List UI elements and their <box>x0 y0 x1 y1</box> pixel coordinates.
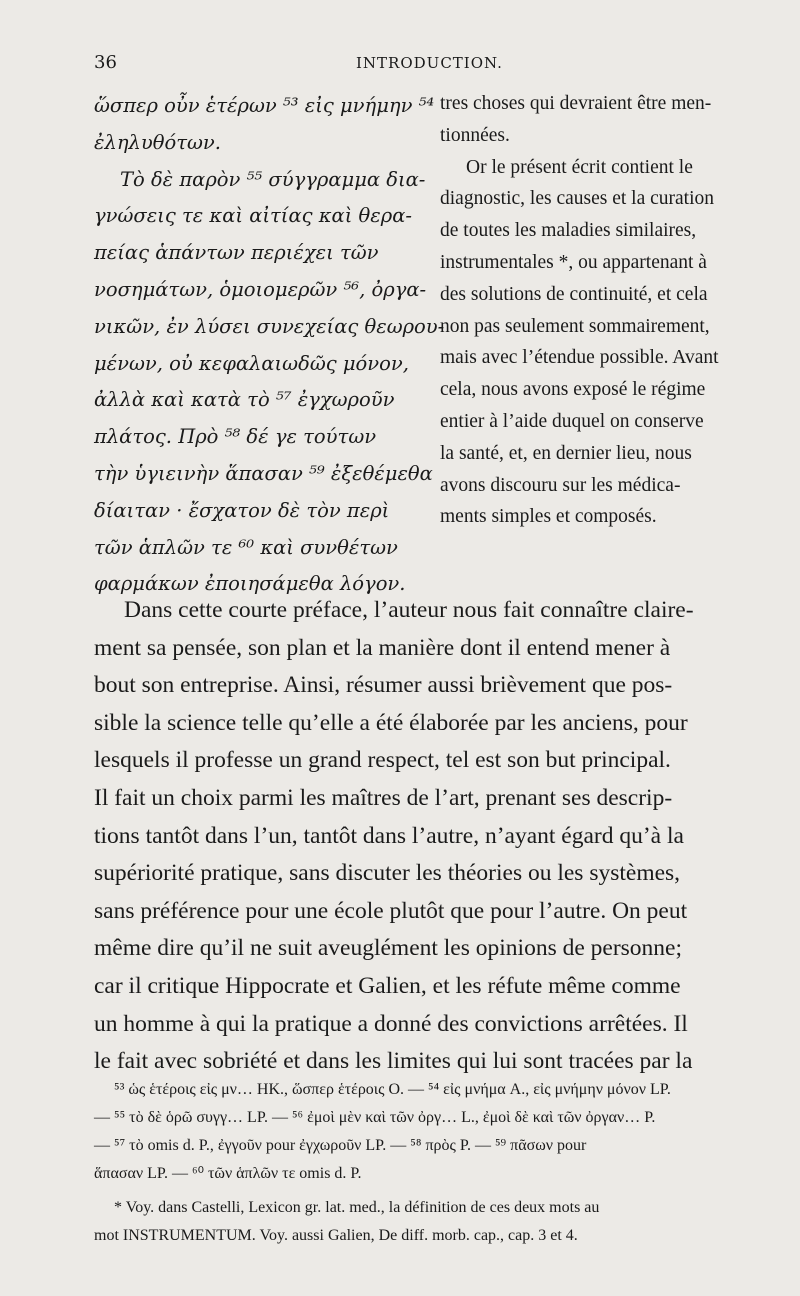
page-number: 36 <box>94 52 117 73</box>
french-line: tionnées. <box>440 124 510 146</box>
french-line: entier à l’aide duquel on conserve <box>440 410 704 432</box>
greek-line: νικῶν, ἐν λύσει συνεχείας θεωρου- <box>94 314 445 338</box>
footnote-line: ἅπασαν LP. — ⁶⁰ τῶν ἁπλῶν τε omis d. P. <box>94 1165 362 1182</box>
french-line: cela, nous avons exposé le régime <box>440 379 706 401</box>
greek-line: τῶν ἁπλῶν τε ⁶⁰ καὶ συνθέτων <box>94 535 398 559</box>
french-line: Or le présent écrit contient le <box>466 156 693 178</box>
body-line: même dire qu’il ne suit aveuglément les opinions de personne; <box>94 935 683 962</box>
french-column <box>440 88 794 533</box>
running-title: INTRODUCTION. <box>356 54 503 72</box>
author-note-line: * Voy. dans Castelli, Lexicon gr. lat. med., la définition de ces deux mots au <box>114 1199 600 1216</box>
footnote-line: — ⁵⁷ τὸ omis d. P., ἐγγοῦν pour ἐγχωροῦν LP. — ⁵⁸ πρὸς P. — ⁵⁹ πᾶσων pour <box>94 1137 587 1154</box>
greek-line: ἀλλὰ καὶ κατὰ τὸ ⁵⁷ ἐγχωροῦν <box>94 388 395 412</box>
french-line: non pas seulement sommairement, <box>440 315 710 337</box>
french-line: mais avec l’étendue possible. Avant <box>440 347 719 369</box>
author-note-line: mot INSTRUMENTUM. Voy. aussi Galien, De diff. morb. cap., cap. 3 et 4. <box>94 1227 578 1244</box>
french-line: de toutes les maladies similaires, <box>440 220 697 242</box>
running-header <box>94 52 800 82</box>
french-line: instrumentales *, ou appartenant à <box>440 251 707 273</box>
greek-line: πείας ἁπάντων περιέχει τῶν <box>94 241 379 265</box>
greek-line: δίαιταν · ἔσχατον δὲ τὸν περὶ <box>94 498 390 522</box>
greek-line: πλάτος. Πρὸ ⁵⁸ δέ γε τούτων <box>94 425 377 449</box>
greek-line: ἐληλυθότων. <box>94 130 221 154</box>
footnote-line: ⁵³ ὡς ἑτέροις εἰς μν… HK., ὥσπερ ἑτέροις O. — ⁵⁴ εἰς μνήμα A., εἰς μνήμην μόνον LP. <box>114 1081 671 1098</box>
body-paragraph <box>94 592 800 1081</box>
greek-line: Τὸ δὲ παρὸν ⁵⁵ σύγγραμμα δια- <box>120 167 426 191</box>
body-line: un homme à qui la pratique a donné des convictions arrêtées. Il <box>94 1010 688 1037</box>
greek-column <box>94 88 445 603</box>
body-line: le fait avec sobriété et dans les limites qui lui sont tracées par la <box>94 1048 693 1075</box>
greek-line: φαρμάκων ἐποιησάμεθα λόγον. <box>94 572 406 596</box>
french-line: tres choses qui devraient être men- <box>440 93 712 114</box>
body-line: Dans cette courte préface, l’auteur nous fait connaître claire- <box>124 597 694 623</box>
body-line: Il fait un choix parmi les maîtres de l’art, prenant ses descrip- <box>94 784 673 811</box>
french-line: ments simples et composés. <box>440 506 657 528</box>
body-line: sans préférence pour une école plutôt que pour l’autre. On peut <box>94 897 688 924</box>
french-line: diagnostic, les causes et la curation <box>440 188 714 210</box>
body-line: bout son entreprise. Ainsi, résumer aussi brièvement que pos- <box>94 672 673 699</box>
body-line: sible la science telle qu’elle a été élaborée par les anciens, pour <box>94 709 688 736</box>
french-line: des solutions de continuité, et cela <box>440 283 708 305</box>
french-line: avons discouru sur les médica- <box>440 474 681 496</box>
footnotes <box>94 1076 800 1250</box>
body-line: supériorité pratique, sans discuter les théories ou les systèmes, <box>94 860 681 887</box>
greek-line: μένων, οὐ κεφαλαιωδῶς μόνον, <box>94 351 409 375</box>
body-line: car il critique Hippocrate et Galien, et les réfute même comme <box>94 972 681 999</box>
footnote-line: — ⁵⁵ τὸ δὲ ὁρῶ συγγ… LP. — ⁵⁶ ἐμοὶ μὲν καὶ τῶν ὀργ… L., ἐμοὶ δὲ καὶ τῶν ὀργαν… P. <box>94 1109 656 1126</box>
body-line: tions tantôt dans l’un, tantôt dans l’autre, n’ayant égard qu’à la <box>94 822 684 849</box>
french-line: la santé, et, en dernier lieu, nous <box>440 442 692 464</box>
greek-line: γνώσεις τε καὶ αἰτίας καὶ θερα- <box>94 204 412 228</box>
greek-line: τὴν ὑγιεινὴν ἅπασαν ⁵⁹ ἐξεθέμεθα <box>94 461 433 485</box>
greek-line: ὥσπερ οὖν ἑτέρων ⁵³ εἰς μνήμην ⁵⁴ <box>94 94 435 117</box>
parallel-text <box>94 88 800 596</box>
greek-line: νοσημάτων, ὁμοιομερῶν ⁵⁶, ὀργα- <box>94 277 427 301</box>
body-line: ment sa pensée, son plan et la manière dont il entend mener à <box>94 634 671 661</box>
body-line: lesquels il professe un grand respect, tel est son but principal. <box>94 747 671 774</box>
